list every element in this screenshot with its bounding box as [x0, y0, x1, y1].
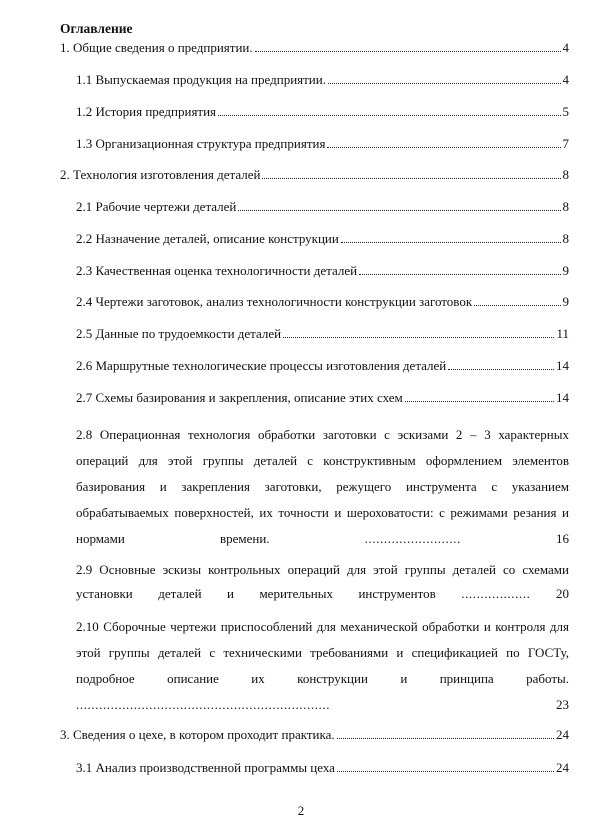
toc-entry-page: 24 — [556, 727, 569, 742]
toc-entry-page: 23 — [556, 697, 569, 712]
toc-entry-page: 14 — [556, 358, 569, 373]
toc-entry — [76, 136, 569, 152]
toc-entry-text: 1.3 Организационная структура предприятия — [76, 136, 326, 151]
dot-leader: .................. — [461, 586, 531, 601]
toc-entry-text: 1. Общие сведения о предприятии. — [60, 40, 253, 55]
toc-entry-text: 3. Сведения о цехе, в котором проходит практика. — [60, 727, 335, 742]
toc-entry — [76, 558, 569, 606]
toc-entry — [76, 358, 569, 374]
toc-entry-text: 2.7 Схемы базирования и закрепления, описание этих схем — [76, 390, 403, 405]
toc-entry-page: 4 — [562, 40, 569, 55]
toc-entry — [76, 263, 569, 279]
toc-entry-page: 9 — [562, 294, 569, 309]
toc-entry-page: 20 — [556, 586, 570, 601]
toc-entry — [76, 326, 569, 342]
toc-entry — [76, 199, 569, 215]
toc-entry-text: 2.10 Сборочные чертежи приспособлений для механической обработки и контроля для этой группы деталей с техническими требованиями и спецификацией по ГОСТу, подробное описание их конструкции и принципа работы. — [76, 619, 569, 686]
dot-leader — [255, 41, 561, 52]
dot-leader — [218, 105, 560, 116]
toc-entry-text: 1.2 История предприятия — [76, 104, 217, 119]
toc-entry-page-group — [76, 697, 569, 712]
toc-entry-text: 1.1 Выпускаемая продукция на предприятии. — [76, 72, 326, 87]
toc-entry — [76, 760, 569, 776]
toc-entry-page: 9 — [562, 263, 569, 278]
toc-entry-text: 2.1 Рабочие чертежи деталей — [76, 199, 237, 214]
dot-leader — [359, 264, 560, 275]
toc-entry-text: 3.1 Анализ производственной программы цеха — [76, 760, 335, 775]
toc-entry — [76, 104, 569, 120]
dot-leader — [337, 761, 554, 772]
toc-entry-page: 14 — [556, 390, 569, 405]
dot-leader — [474, 295, 560, 306]
toc-title: Оглавление — [60, 21, 133, 36]
toc-entry — [76, 390, 569, 406]
page-number: 2 — [297, 803, 305, 818]
toc-entry-page-group — [461, 586, 569, 601]
toc-entry-text: 2.5 Данные по трудоемкости деталей — [76, 326, 282, 341]
dot-leader — [238, 200, 560, 211]
toc-entry — [76, 72, 569, 88]
toc-entry-page: 8 — [562, 231, 569, 246]
dot-leader — [327, 137, 560, 148]
dot-leader — [283, 327, 554, 338]
toc-entry — [60, 40, 569, 56]
dot-leader — [341, 232, 561, 243]
toc-entry — [76, 231, 569, 247]
dot-leader — [262, 168, 560, 179]
toc-entry-text: 2. Технология изготовления деталей — [60, 167, 261, 182]
toc-entry-page: 8 — [562, 167, 569, 182]
toc-entry-text: 2.2 Назначение деталей, описание конструкции — [76, 231, 339, 246]
toc-entry — [76, 614, 569, 718]
dot-leader — [337, 728, 554, 739]
toc-entry-text: 2.9 Основные эскизы контрольных операций для этой группы деталей со схемами установки деталей и мерительных инструментов — [76, 562, 569, 601]
dot-leader: ......................... — [364, 531, 461, 546]
dot-leader: .................................................................. — [76, 697, 331, 712]
toc-entry-page: 4 — [562, 72, 569, 87]
toc-entry — [76, 422, 569, 552]
toc-entry-text: 2.3 Качественная оценка технологичности деталей — [76, 263, 358, 278]
toc-entry-text: 2.8 Операционная технология обработки заготовки с эскизами 2 – 3 характерных операций для этой группы деталей с конструктивным оформлением элементов базирования и закрепления заготовки, режущего инструмента с указанием обрабатываемых поверхностей, их точности и шероховатости: с режимами резания и нормами времени. — [76, 427, 569, 546]
toc-entry-page: 5 — [562, 104, 569, 119]
toc-entry-text: 2.6 Маршрутные технологические процессы изготовления деталей — [76, 358, 447, 373]
toc-entry — [76, 294, 569, 310]
toc-entry — [60, 167, 569, 183]
toc-entry-page: 16 — [556, 531, 569, 546]
dot-leader — [448, 359, 554, 370]
toc-entry-page-group — [365, 531, 569, 546]
toc-entry — [60, 727, 569, 743]
toc-entry-page: 11 — [556, 326, 569, 341]
dot-leader — [328, 73, 561, 84]
toc-entry-text: 2.4 Чертежи заготовок, анализ технологичности конструкции заготовок — [76, 294, 473, 309]
toc-entry-page: 7 — [562, 136, 569, 151]
dot-leader — [405, 391, 554, 402]
toc-entry-page: 8 — [562, 199, 569, 214]
toc-entry-page: 24 — [556, 760, 569, 775]
